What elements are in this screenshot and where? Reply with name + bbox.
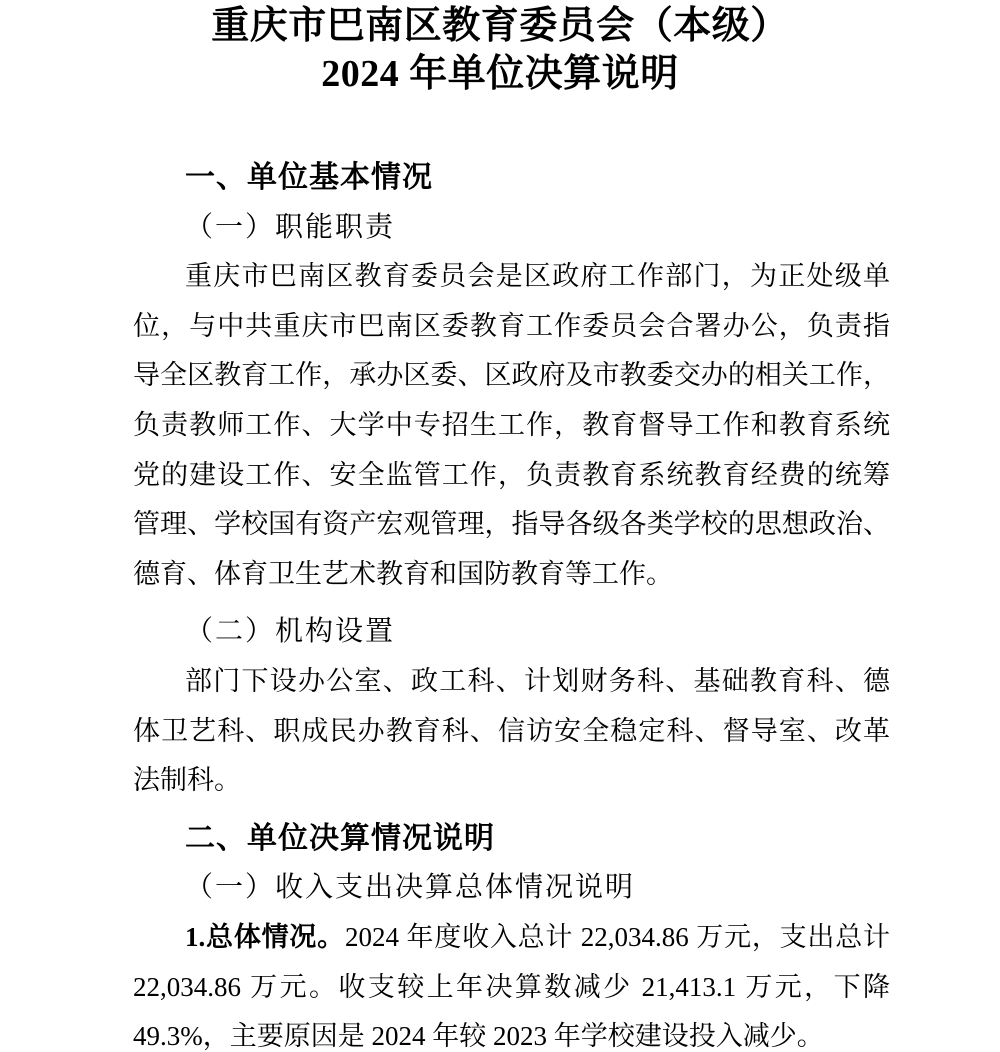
section1-heading: 一、单位基本情况 — [185, 161, 433, 194]
document-title-line1: 重庆市巴南区教育委员会（本级） — [211, 5, 789, 47]
para3-line1 — [133, 913, 890, 963]
para3-line1-rest: 2024 年度收入总计 22,034.86 万元，支出总计 — [344, 921, 890, 952]
para1-line1: 重庆市巴南区教育委员会是区政府工作部门，为正处级单 — [185, 261, 890, 292]
para1-line5: 党的建设工作、安全监管工作，负责教育系统教育经费的统筹 — [133, 459, 890, 490]
para2-line1: 部门下设办公室、政工科、计划财务科、基础教育科、德 — [185, 665, 890, 696]
section2-heading: 二、单位决算情况说明 — [185, 821, 495, 855]
para3-line3: 49.3%，主要原因是 2024 年较 2023 年学校建设投入减少。 — [133, 1021, 824, 1052]
para1-line3: 导全区教育工作，承办区委、区政府及市教委交办的相关工作， — [133, 360, 890, 391]
para2-line2: 体卫艺科、职成民办教育科、信访安全稳定科、督导室、改革 — [133, 715, 890, 746]
para1-line7: 德育、体育卫生艺术教育和国防教育等工作。 — [133, 558, 673, 589]
para1-line6: 管理、学校国有资产宏观管理，指导各级各类学校的思想政治、 — [133, 509, 890, 540]
section1-sub1-heading: （一）职能职责 — [185, 211, 396, 243]
document-body — [133, 100, 890, 1052]
para1-line2: 位，与中共重庆市巴南区委教育工作委员会合署办公，负责指 — [133, 310, 890, 341]
section2-sub1-heading: （一）收入支出决算总体情况说明 — [185, 872, 636, 904]
document-title — [0, 0, 1000, 98]
para2-line3: 法制科。 — [133, 765, 241, 796]
para3-line2: 22,034.86 万元。收支较上年决算数减少 21,413.1 万元，下降 — [133, 971, 890, 1002]
para1-line4: 负责教师工作、大学中专招生工作，教育督导工作和教育系统 — [133, 409, 890, 440]
document-title-line2: 2024 年单位决算说明 — [321, 53, 679, 95]
section1-sub2-heading: （二）机构设置 — [185, 616, 396, 648]
para3-lead: 1.总体情况。 — [185, 921, 345, 952]
